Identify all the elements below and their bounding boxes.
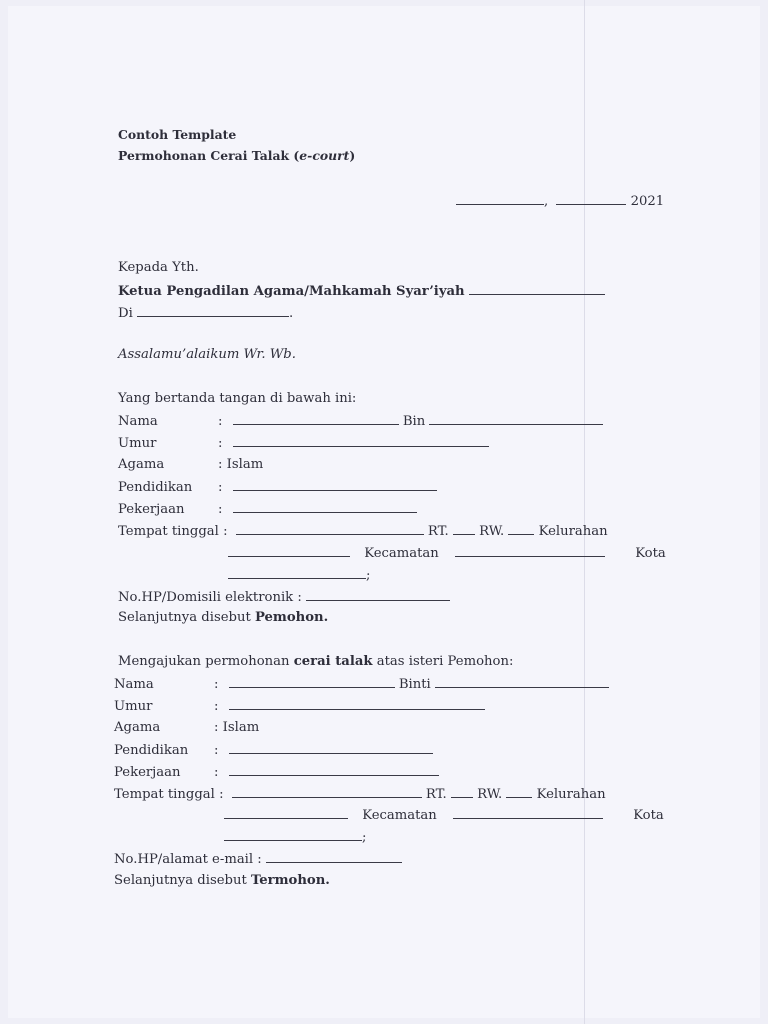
termohon-pekerjaan-row (114, 763, 439, 782)
termohon-outro-bold: Termohon. (250, 873, 330, 888)
termohon-hp-label: No.HP/alamat e-mail : (114, 852, 262, 867)
termohon-intro (118, 653, 513, 671)
termohon-pendidikan-blank (229, 741, 433, 754)
termohon-tempat-row (114, 785, 606, 804)
pemohon-hp-row (118, 588, 450, 607)
pemohon-pendidikan-label: Pendidikan (118, 480, 193, 495)
pemohon-rw-blank (508, 522, 534, 535)
pemohon-bin-label: Bin (402, 414, 426, 429)
termohon-pendidikan-label: Pendidikan (114, 743, 189, 758)
pemohon-kota-label: Kota (635, 546, 666, 561)
date-day-blank (556, 192, 626, 205)
colon: : (214, 743, 219, 758)
termohon-tempat-label: Tempat tinggal (114, 787, 215, 802)
colon: : (214, 699, 219, 714)
termohon-umur-label: Umur (114, 699, 153, 714)
pemohon-rt-label: RT. (427, 524, 449, 539)
termohon-nama-label: Nama (114, 677, 154, 692)
address-recipient-line (118, 282, 605, 301)
termohon-rw-blank (506, 785, 532, 798)
termohon-intro-suffix: atas isteri Pemohon: (372, 654, 514, 669)
pemohon-nama-blank (233, 412, 399, 425)
subtitle-ecourt: e-court (299, 148, 350, 163)
termohon-kec-blank (453, 806, 603, 819)
termohon-kota-label: Kota (633, 808, 664, 823)
pemohon-intro: Yang bertanda tangan di bawah ini: (118, 391, 357, 406)
date-line (456, 192, 664, 211)
pemohon-agama-label: Agama (118, 457, 165, 472)
colon: : (218, 436, 223, 451)
pemohon-nama-row (118, 412, 603, 431)
date-place-blank (456, 192, 544, 205)
address-di-line (118, 304, 293, 323)
pemohon-outro-text: Selanjutnya disebut (118, 610, 255, 625)
colon: : (214, 677, 219, 692)
subtitle-text: Permohonan Cerai Talak ( (118, 148, 300, 163)
pemohon-kel-blank (228, 544, 350, 557)
pemohon-umur-label: Umur (118, 436, 157, 451)
colon: : (223, 524, 228, 539)
termohon-outro (114, 872, 330, 890)
pemohon-kota-blank (228, 566, 366, 579)
address-recipient: Ketua Pengadilan Agama/Mahkamah Syar’iyah (118, 284, 465, 299)
address-di: Di (118, 306, 133, 321)
address-period: . (289, 306, 294, 321)
termohon-outro-text: Selanjutnya disebut (114, 873, 251, 888)
termohon-pendidikan-row (114, 741, 433, 760)
pemohon-outro (118, 609, 328, 627)
termohon-kel-blank (224, 806, 348, 819)
colon: : (214, 720, 219, 735)
termohon-rt-label: RT. (425, 787, 447, 802)
termohon-rt-blank (451, 785, 473, 798)
termohon-nama-blank (229, 675, 395, 688)
pemohon-nama-label: Nama (118, 414, 158, 429)
colon: : (214, 765, 219, 780)
termohon-binti-label: Binti (398, 677, 431, 692)
termohon-intro-bold: cerai talak (293, 654, 373, 669)
document-content (114, 0, 678, 1024)
colon: : (218, 480, 223, 495)
pemohon-kota-row (228, 566, 370, 585)
termohon-kota-row (224, 828, 366, 847)
pemohon-agama-value: Islam (226, 457, 264, 472)
pemohon-kecamatan-label: Kecamatan (364, 546, 439, 561)
termohon-hp-row (114, 850, 402, 869)
termohon-kota-blank (224, 828, 362, 841)
termohon-binti-blank (435, 675, 609, 688)
recipient-blank (469, 282, 605, 295)
colon: : (219, 787, 224, 802)
termohon-agama-row (114, 719, 259, 737)
date-comma: , (544, 194, 549, 209)
pemohon-hp-label: No.HP/Domisili elektronik : (118, 590, 302, 605)
greeting: Assalamu’alaikum Wr. Wb. (118, 347, 296, 362)
template-title: Contoh Template (118, 127, 237, 142)
termohon-kelurahan-label: Kelurahan (536, 787, 606, 802)
pemohon-bin-blank (429, 412, 603, 425)
subtitle-close: ) (349, 148, 356, 163)
pemohon-kecamatan-row (228, 544, 666, 563)
termohon-nama-row (114, 675, 609, 694)
pemohon-agama-row (118, 456, 263, 474)
termohon-kecamatan-row (224, 806, 664, 825)
termohon-kecamatan-label: Kecamatan (362, 808, 437, 823)
di-blank (137, 304, 289, 317)
termohon-pekerjaan-label: Pekerjaan (114, 765, 181, 780)
termohon-alamat-blank (232, 785, 422, 798)
colon: : (218, 457, 223, 472)
pemohon-outro-bold: Pemohon. (254, 610, 329, 625)
pemohon-pekerjaan-blank (233, 500, 417, 513)
address-to: Kepada Yth. (118, 260, 199, 275)
pemohon-semicolon: ; (366, 568, 371, 583)
termohon-semicolon: ; (362, 830, 367, 845)
pemohon-pekerjaan-label: Pekerjaan (118, 502, 185, 517)
date-year: 2021 (630, 194, 665, 209)
termohon-umur-blank (229, 697, 485, 710)
termohon-agama-value: Islam (222, 720, 260, 735)
termohon-pekerjaan-blank (229, 763, 439, 776)
pemohon-rt-blank (453, 522, 475, 535)
pemohon-umur-row (118, 434, 489, 453)
pemohon-pekerjaan-row (118, 500, 417, 519)
termohon-agama-label: Agama (114, 720, 161, 735)
pemohon-umur-blank (233, 434, 489, 447)
pemohon-kec-blank (455, 544, 605, 557)
termohon-rw-label: RW. (477, 787, 503, 802)
pemohon-tempat-row (118, 522, 608, 541)
pemohon-pendidikan-blank (233, 478, 437, 491)
pemohon-alamat-blank (236, 522, 424, 535)
pemohon-tempat-label: Tempat tinggal (118, 524, 219, 539)
pemohon-rw-label: RW. (479, 524, 505, 539)
pemohon-hp-blank (306, 588, 450, 601)
colon: : (218, 502, 223, 517)
pemohon-pendidikan-row (118, 478, 437, 497)
termohon-intro-text: Mengajukan permohonan (118, 654, 294, 669)
termohon-umur-row (114, 697, 485, 716)
pemohon-kelurahan-label: Kelurahan (538, 524, 608, 539)
template-subtitle (118, 147, 355, 165)
termohon-hp-blank (266, 850, 402, 863)
colon: : (218, 414, 223, 429)
